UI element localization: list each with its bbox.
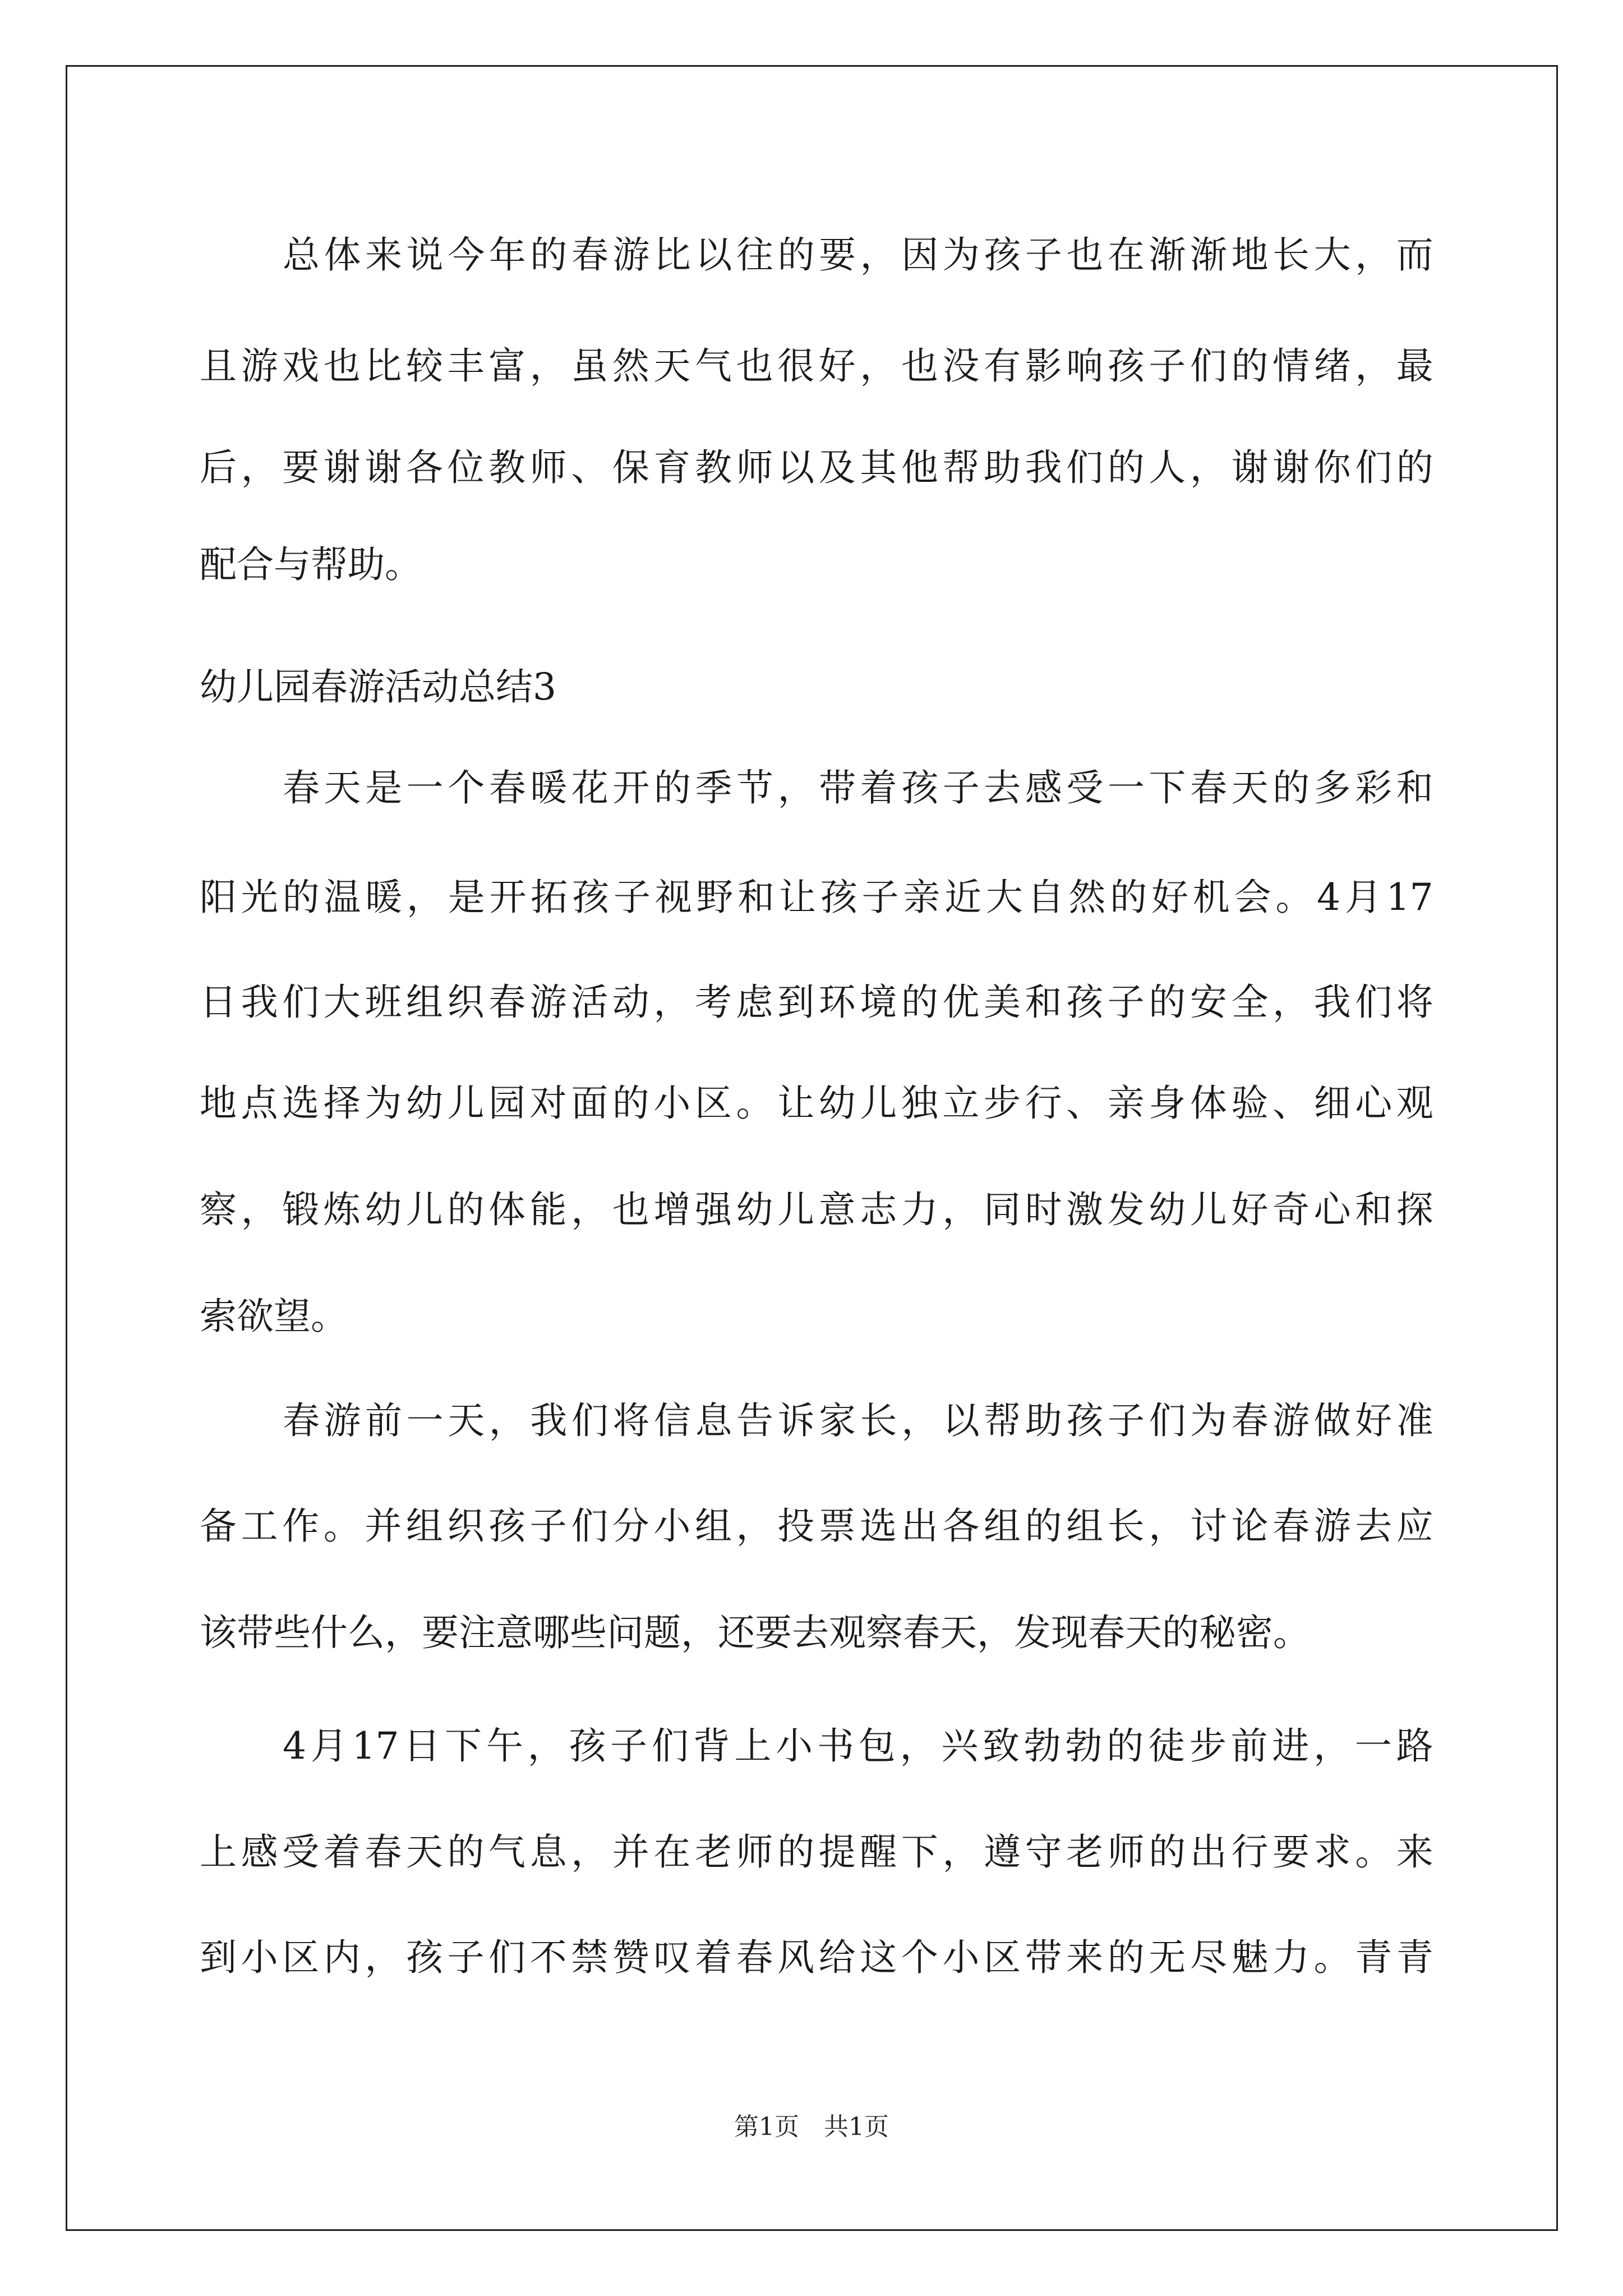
paragraph-line: 春 游 前 一 天 ， 我 们 将 信 息 告 诉 家 长 ， 以 帮 助 孩 子 们 为 春 游 做 好 准 <box>283 1399 1433 1442</box>
paragraph-line: 上 感 受 着 春 天 的 气 息 ， 并 在 老 师 的 提 醒 下 ， 遵 守 老 师 的 出 行 要 求 。 来 <box>200 1830 1433 1874</box>
paragraph-line: 后 ， 要 谢 谢 各 位 教 师 、 保 育 教 师 以 及 其 他 帮 助 我 们 的 人 ， 谢 谢 你 们 的 <box>200 446 1433 489</box>
paragraph-line: 该带些什么，要注意哪些问题，还要去观察春天，发现春天的秘密。 <box>200 1611 1310 1654</box>
paragraph-line: 到 小 区 内 ， 孩 子 们 不 禁 赞 叹 着 春 风 给 这 个 小 区 带 来 的 无 尽 魅 力 。 青 青 <box>200 1936 1433 1979</box>
paragraph-line: 且 游 戏 也 比 较 丰 富 ， 虽 然 天 气 也 很 好 ， 也 没 有 影 响 孩 子 们 的 情 绪 ， 最 <box>200 344 1433 388</box>
paragraph-line: 日 我 们 大 班 组 织 春 游 活 动 ， 考 虑 到 环 境 的 优 美 和 孩 子 的 安 全 ， 我 们 将 <box>200 981 1433 1024</box>
paragraph-line: 配合与帮助。 <box>200 543 422 586</box>
page-footer: 第1页 共1页 <box>734 2113 889 2141</box>
paragraph-line: 总 体 来 说 今 年 的 春 游 比 以 往 的 要 ， 因 为 孩 子 也 在 渐 渐 地 长 大 ， 而 <box>283 233 1433 277</box>
paragraph-line: 阳 光 的 温 暖 ， 是 开 拓 孩 子 视 野 和 让 孩 子 亲 近 大 自 然 的 好 机 会 。 4 月 17 <box>200 876 1433 919</box>
paragraph-line: 地 点 选 择 为 幼 儿 园 对 面 的 小 区 。 让 幼 儿 独 立 步 行 、 亲 身 体 验 、 细 心 观 <box>200 1082 1433 1125</box>
paragraph-line: 索欲望。 <box>200 1295 348 1338</box>
section-heading: 幼儿园春游活动总结3 <box>200 665 556 708</box>
paragraph-line: 4 月 17 日 下 午 ， 孩 子 们 背 上 小 书 包 ， 兴 致 勃 勃 的 徒 步 前 进 ， 一 路 <box>283 1724 1433 1768</box>
paragraph-line: 春 天 是 一 个 春 暖 花 开 的 季 节 ， 带 着 孩 子 去 感 受 一 下 春 天 的 多 彩 和 <box>283 766 1433 809</box>
paragraph-line: 备 工 作 。 并 组 织 孩 子 们 分 小 组 ， 投 票 选 出 各 组 的 组 长 ， 讨 论 春 游 去 应 <box>200 1504 1433 1548</box>
paragraph-line: 察 ， 锻 炼 幼 儿 的 体 能 ， 也 增 强 幼 儿 意 志 力 ， 同 时 激 发 幼 儿 好 奇 心 和 探 <box>200 1188 1433 1231</box>
